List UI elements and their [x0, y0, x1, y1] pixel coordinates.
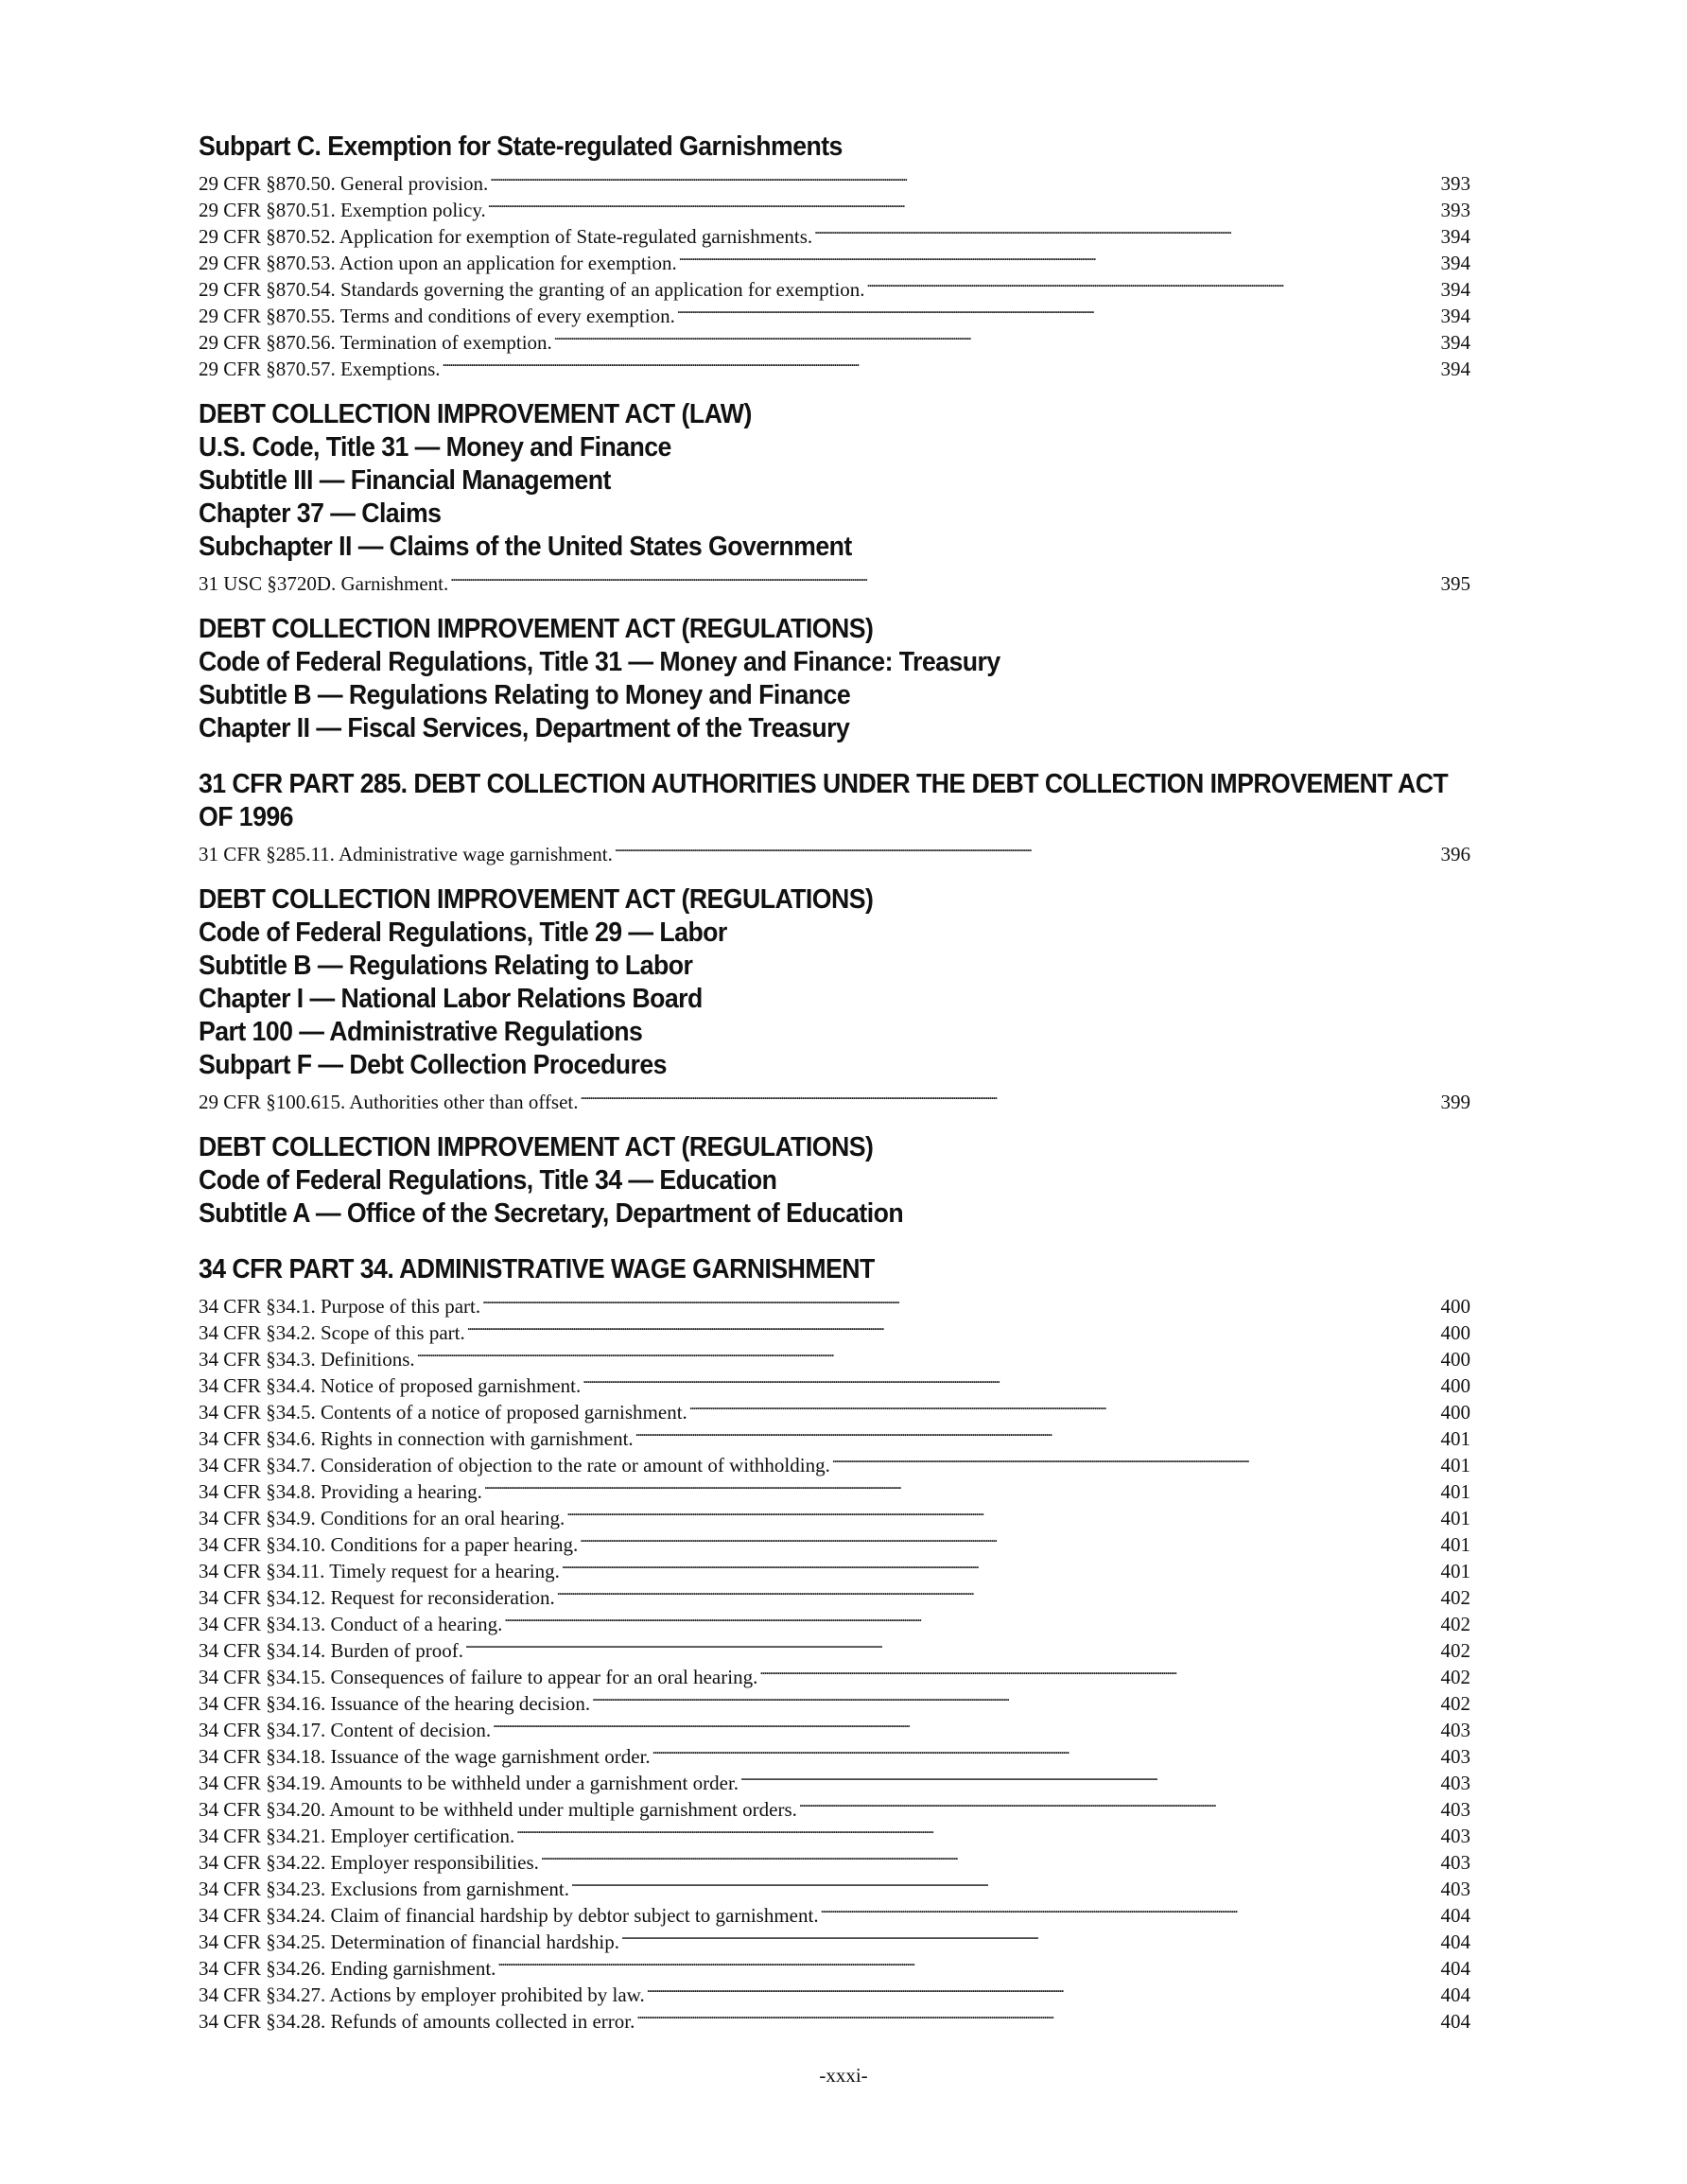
section-heading: 34 CFR PART 34. ADMINISTRATIVE WAGE GARNISHMENT — [199, 1254, 875, 1284]
dot-leader — [571, 1869, 1439, 1896]
toc-section — [199, 768, 1470, 865]
dot-leader — [592, 1684, 1438, 1710]
section-heading: U.S. Code, Title 31 — Money and Finance — [199, 432, 671, 463]
dot-leader — [465, 1631, 1439, 1657]
toc-section — [199, 613, 1470, 745]
dot-leader — [647, 1975, 1439, 2001]
section-heading: Subtitle A — Office of the Secretary, Department of Education — [199, 1198, 904, 1229]
dot-leader — [759, 1657, 1438, 1684]
entry-title: 34 CFR §34.26. Ending garnishment. — [199, 1957, 496, 1980]
entry-title: 34 CFR §34.15. Consequences of failure to appear for an oral hearing. — [199, 1666, 758, 1688]
dot-leader — [740, 1763, 1438, 1790]
dot-leader — [443, 349, 1439, 376]
entry-page-number: 401 — [1440, 1507, 1470, 1529]
dot-leader — [450, 564, 1438, 590]
dot-leader — [490, 164, 1438, 190]
dot-leader — [504, 1604, 1438, 1631]
entry-page-number: 393 — [1440, 199, 1470, 221]
entry-page-number: 401 — [1440, 1427, 1470, 1450]
entry-title: 29 CFR §870.54. Standards governing the granting of an application for exemption. — [199, 278, 865, 301]
entry-page-number: 402 — [1440, 1692, 1470, 1715]
entry-title: 34 CFR §34.7. Consideration of objection to the rate or amount of withholding. — [199, 1454, 830, 1476]
entry-page-number: 402 — [1440, 1639, 1470, 1662]
entry-title: 34 CFR §34.22. Employer responsibilities. — [199, 1851, 539, 1874]
dot-leader — [566, 1498, 1438, 1525]
entry-page-number: 402 — [1440, 1586, 1470, 1609]
toc-entry[interactable] — [199, 164, 1470, 195]
entry-page-number: 404 — [1440, 2010, 1470, 2033]
entry-page-number: 403 — [1440, 1772, 1470, 1794]
entry-title: 29 CFR §870.50. General provision. — [199, 172, 489, 195]
dot-leader — [493, 1710, 1438, 1737]
entry-title: 31 USC §3720D. Garnishment. — [199, 572, 449, 595]
entry-title: 34 CFR §34.4. Notice of proposed garnishment. — [199, 1374, 582, 1397]
section-heading: DEBT COLLECTION IMPROVEMENT ACT (LAW) — [199, 399, 752, 429]
entry-page-number: 394 — [1440, 305, 1470, 327]
entry-title: 31 CFR §285.11. Administrative wage garnishment. — [199, 843, 613, 865]
entry-title: 34 CFR §34.8. Providing a hearing. — [199, 1480, 482, 1503]
entry-title: 29 CFR §870.51. Exemption policy. — [199, 199, 486, 221]
entry-page-number: 400 — [1440, 1348, 1470, 1371]
entry-page-number: 403 — [1440, 1878, 1470, 1900]
entry-title: 34 CFR §34.19. Amounts to be withheld under a garnishment order. — [199, 1772, 739, 1794]
entry-page-number: 393 — [1440, 172, 1470, 195]
entry-title: 34 CFR §34.2. Scope of this part. — [199, 1321, 465, 1344]
entry-title: 34 CFR §34.14. Burden of proof. — [199, 1639, 463, 1662]
entry-page-number: 394 — [1440, 225, 1470, 248]
entry-title: 34 CFR §34.1. Purpose of this part. — [199, 1295, 481, 1318]
section-heading: DEBT COLLECTION IMPROVEMENT ACT (REGULATIONS) — [199, 884, 874, 915]
dot-leader — [467, 1313, 1439, 1339]
toc-entry[interactable] — [199, 834, 1470, 865]
page-number: -xxxi- — [819, 2064, 868, 2087]
dot-leader — [621, 1922, 1438, 1948]
entry-title: 34 CFR §34.20. Amount to be withheld under multiple garnishment orders. — [199, 1798, 797, 1821]
entry-page-number: 396 — [1440, 843, 1470, 865]
entry-page-number: 402 — [1440, 1666, 1470, 1688]
dot-leader — [482, 1286, 1438, 1313]
section-heading: Chapter 37 — Claims — [199, 498, 442, 529]
toc-entry[interactable] — [199, 1286, 1470, 1318]
dot-leader — [689, 1392, 1439, 1419]
entry-title: 34 CFR §34.5. Contents of a notice of proposed garnishment. — [199, 1401, 687, 1424]
dot-leader — [615, 834, 1439, 861]
entry-title: 29 CFR §870.56. Termination of exemption. — [199, 331, 552, 354]
section-heading: Subpart C. Exemption for State-regulated Garnishments — [199, 131, 843, 162]
section-heading: Subchapter II — Claims of the United States Government — [199, 532, 852, 562]
entry-page-number: 403 — [1440, 1798, 1470, 1821]
entry-page-number: 403 — [1440, 1825, 1470, 1847]
dot-leader — [554, 323, 1439, 349]
entry-title: 34 CFR §34.3. Definitions. — [199, 1348, 415, 1371]
section-heading: Subtitle B — Regulations Relating to Money and Finance — [199, 680, 851, 710]
section-heading: Subtitle III — Financial Management — [199, 465, 611, 496]
entry-title: 29 CFR §870.55. Terms and conditions of every exemption. — [199, 305, 675, 327]
section-heading: Code of Federal Regulations, Title 29 — Labor — [199, 917, 727, 948]
entry-title: 34 CFR §34.12. Request for reconsideration. — [199, 1586, 555, 1609]
dot-leader — [417, 1339, 1439, 1366]
toc-section — [199, 1253, 1470, 2033]
entry-page-number: 404 — [1440, 1931, 1470, 1953]
entry-title: 34 CFR §34.28. Refunds of amounts collected in error. — [199, 2010, 635, 2033]
section-heading: Code of Federal Regulations, Title 34 — Education — [199, 1165, 777, 1196]
section-heading: DEBT COLLECTION IMPROVEMENT ACT (REGULATIONS) — [199, 1132, 874, 1162]
dot-leader — [484, 1472, 1439, 1498]
entry-title: 34 CFR §34.17. Content of decision. — [199, 1719, 492, 1741]
toc-section — [199, 131, 1470, 380]
entry-title: 34 CFR §34.24. Claim of financial hardship by debtor subject to garnishment. — [199, 1904, 819, 1927]
dot-leader — [541, 1843, 1439, 1869]
dot-leader — [799, 1790, 1439, 1816]
toc-section — [199, 398, 1470, 595]
section-heading: Code of Federal Regulations, Title 31 — Money and Finance: Treasury — [199, 647, 1000, 677]
dot-leader — [488, 190, 1439, 217]
toc-section — [199, 1131, 1470, 1231]
dot-leader — [814, 217, 1438, 243]
toc-section — [199, 883, 1470, 1113]
dot-leader — [636, 2001, 1438, 2028]
dot-leader — [516, 1816, 1438, 1843]
entry-title: 34 CFR §34.9. Conditions for an oral hearing. — [199, 1507, 565, 1529]
dot-leader — [679, 243, 1439, 270]
entry-title: 34 CFR §34.27. Actions by employer prohibited by law. — [199, 1983, 645, 2006]
entry-title: 34 CFR §34.25. Determination of financial hardship. — [199, 1931, 620, 1953]
entry-title: 34 CFR §34.18. Issuance of the wage garnishment order. — [199, 1745, 651, 1768]
entry-title: 34 CFR §34.11. Timely request for a hearing. — [199, 1560, 560, 1582]
entry-title: 29 CFR §100.615. Authorities other than offset. — [199, 1091, 579, 1113]
section-gap — [199, 1231, 1470, 1253]
dot-leader — [497, 1948, 1438, 1975]
dot-leader — [581, 1082, 1439, 1109]
section-heading: Part 100 — Administrative Regulations — [199, 1017, 643, 1047]
entry-title: 34 CFR §34.10. Conditions for a paper hearing. — [199, 1533, 579, 1556]
entry-page-number: 401 — [1440, 1560, 1470, 1582]
entry-page-number: 403 — [1440, 1719, 1470, 1741]
entry-title: 34 CFR §34.21. Employer certification. — [199, 1825, 515, 1847]
dot-leader — [583, 1366, 1438, 1392]
entry-page-number: 404 — [1440, 1957, 1470, 1980]
entry-page-number: 403 — [1440, 1745, 1470, 1768]
entry-page-number: 400 — [1440, 1401, 1470, 1424]
entry-page-number: 394 — [1440, 252, 1470, 274]
dot-leader — [867, 270, 1439, 296]
table-of-contents — [199, 131, 1470, 2033]
dot-leader — [580, 1525, 1438, 1551]
entry-page-number: 404 — [1440, 1904, 1470, 1927]
dot-leader — [557, 1578, 1439, 1604]
section-gap — [199, 745, 1470, 768]
section-heading: Chapter II — Fiscal Services, Department of the Treasury — [199, 713, 850, 743]
dot-leader — [562, 1551, 1439, 1578]
entry-page-number: 404 — [1440, 1983, 1470, 2006]
toc-entry[interactable] — [199, 1082, 1470, 1113]
entry-page-number: 395 — [1440, 572, 1470, 595]
section-heading: 31 CFR PART 285. DEBT COLLECTION AUTHORITIES UNDER THE DEBT COLLECTION IMPROVEMENT ACT OF 1996 — [199, 769, 1449, 832]
section-heading: Chapter I — National Labor Relations Board — [199, 984, 703, 1014]
dot-leader — [677, 296, 1439, 323]
entry-page-number: 400 — [1440, 1321, 1470, 1344]
entry-page-number: 394 — [1440, 358, 1470, 380]
section-heading: Subtitle B — Regulations Relating to Labor — [199, 951, 693, 981]
entry-title: 34 CFR §34.16. Issuance of the hearing decision. — [199, 1692, 591, 1715]
entry-page-number: 394 — [1440, 278, 1470, 301]
entry-title: 34 CFR §34.13. Conduct of a hearing. — [199, 1613, 503, 1635]
entry-title: 34 CFR §34.23. Exclusions from garnishment. — [199, 1878, 569, 1900]
entry-page-number: 403 — [1440, 1851, 1470, 1874]
entry-page-number: 400 — [1440, 1374, 1470, 1397]
entry-page-number: 402 — [1440, 1613, 1470, 1635]
dot-leader — [635, 1419, 1439, 1445]
entry-title: 29 CFR §870.52. Application for exemption of State-regulated garnishments. — [199, 225, 813, 248]
entry-title: 29 CFR §870.57. Exemptions. — [199, 358, 441, 380]
entry-title: 29 CFR §870.53. Action upon an application for exemption. — [199, 252, 677, 274]
entry-page-number: 400 — [1440, 1295, 1470, 1318]
dot-leader — [832, 1445, 1439, 1472]
entry-page-number: 394 — [1440, 331, 1470, 354]
entry-page-number: 399 — [1440, 1091, 1470, 1113]
entry-title: 34 CFR §34.6. Rights in connection with garnishment. — [199, 1427, 634, 1450]
dot-leader — [652, 1737, 1439, 1763]
toc-entry[interactable] — [199, 564, 1470, 595]
entry-page-number: 401 — [1440, 1480, 1470, 1503]
entry-page-number: 401 — [1440, 1533, 1470, 1556]
section-heading: Subpart F — Debt Collection Procedures — [199, 1050, 667, 1080]
section-heading: DEBT COLLECTION IMPROVEMENT ACT (REGULATIONS) — [199, 614, 874, 644]
dot-leader — [821, 1896, 1439, 1922]
entry-page-number: 401 — [1440, 1454, 1470, 1476]
